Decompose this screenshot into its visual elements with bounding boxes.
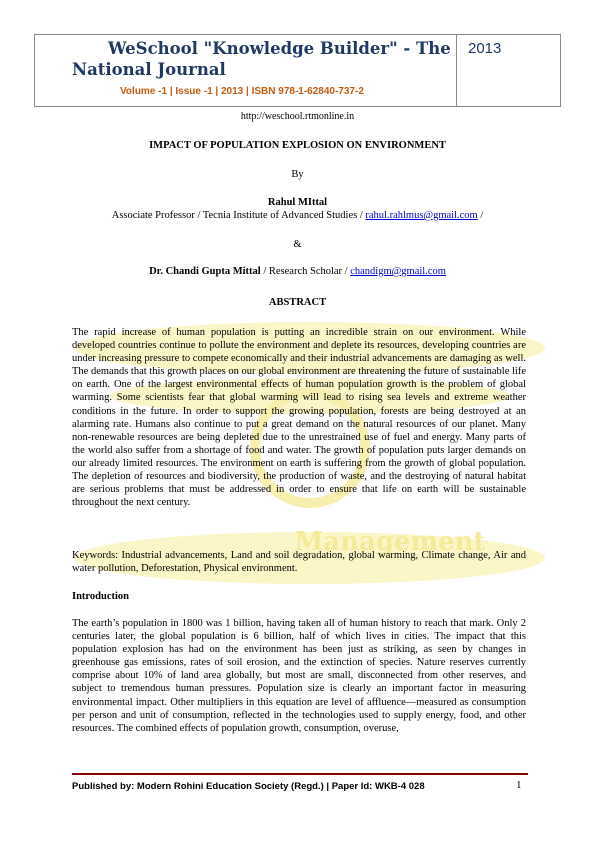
footer-rule	[72, 773, 528, 775]
abstract-paragraph: The rapid increase of human population is putting an incredible strain on our environment. While developed countries continue to pollute the environment and deplete its resources, developing countries are under increasing pressure to compete economically and their industrial advancements are damaging as well. The demands that this growth places on our global environment are threatening the future of sustainable life on earth. One of the largest environmental effects of human population growth is the problem of global warming. Some scientists fear that global warming will lead to rising sea levels and extreme weather conditions in the future. In order to support the growing population, forests are being destroyed at an alarming rate. Humans also continue to put a great demand on the natural resources of our planet. Many non-renewable resources are being depleted due to the unrestrained use of fuel and energy. Many parts of the world also suffer from a shortage of food and water. The growth of population puts larger demands on our already limited resources. The environment on earth is suffering from the growth of global population. The depletion of resources and biodiversity, the production of waste, and the destroying of natural habitat are serious problems that must be addressed in order to ensure that life on earth will be sustainable throughout the next century.	[72, 327, 526, 509]
author2-email-link[interactable]: chandigm@gmail.com	[350, 266, 446, 277]
author1-affiliation: Associate Professor / Tecnia Institute of Advanced Studies /	[111, 210, 363, 221]
journal-year: 2013	[468, 40, 502, 57]
author1-affiliation-line	[0, 210, 595, 221]
journal-meta: Volume -1 | Issue -1 | 2013 | ISBN 978-1-62840-737-2	[120, 86, 364, 97]
page-number: 1	[516, 779, 522, 791]
intro-paragraph: The earth’s population in 1800 was 1 billion, having taken all of human history to reach that mark. Only 2 centuries later, the global population is 6 billion, half of which lives in cities. The impact that this population explosion has had on the environment has been just as striking, as seen by changes in greenhouse gas emissions, rates of soil erosion, and the extinction of species. Nature reserves currently comprise about 10% of land area globally, but most are small, disconnected from other reserves, and subject to tremendous human pressures. Population size is clearly an important factor in measuring environmental impact. Other multipliers in this equation are level of affluence—measured as consumption per person and unit of consumption, reflected in the technologies used to supply energy, food, and other resources. The combined effects of population growth, consumption, overuse,	[72, 618, 526, 734]
keywords-paragraph: Keywords: Industrial advancements, Land and soil degradation, global warming, Climate change, Air and water pollution, Deforestation, Physical environment.	[72, 550, 526, 575]
author2-name: Dr. Chandi Gupta Mittal	[149, 266, 261, 277]
abstract-heading: ABSTRACT	[268, 297, 327, 308]
author2-role: / Research Scholar /	[263, 266, 348, 277]
ampersand: &	[293, 239, 302, 250]
journal-title-line2: National Journal	[72, 60, 226, 79]
journal-title	[72, 38, 452, 80]
journal-url[interactable]: http://weschool.rtmonline.in	[240, 111, 355, 122]
author1-email-link[interactable]: rahul.rahlmus@gmail.com	[365, 210, 478, 221]
journal-title-line1: WeSchool "Knowledge Builder" - The	[108, 39, 451, 58]
author1-trailing: /	[480, 210, 484, 221]
author2-line	[0, 266, 595, 277]
footer-text: Published by: Modern Rohini Education Society (Regd.) | Paper Id: WKB-4 028	[72, 781, 425, 792]
intro-heading: Introduction	[72, 591, 129, 602]
article-title: IMPACT OF POPULATION EXPLOSION ON ENVIRONMENT	[149, 140, 446, 151]
watermark-text: Management	[294, 527, 486, 557]
by-label: By	[291, 169, 304, 180]
author1-name: Rahul MIttal	[267, 197, 328, 208]
